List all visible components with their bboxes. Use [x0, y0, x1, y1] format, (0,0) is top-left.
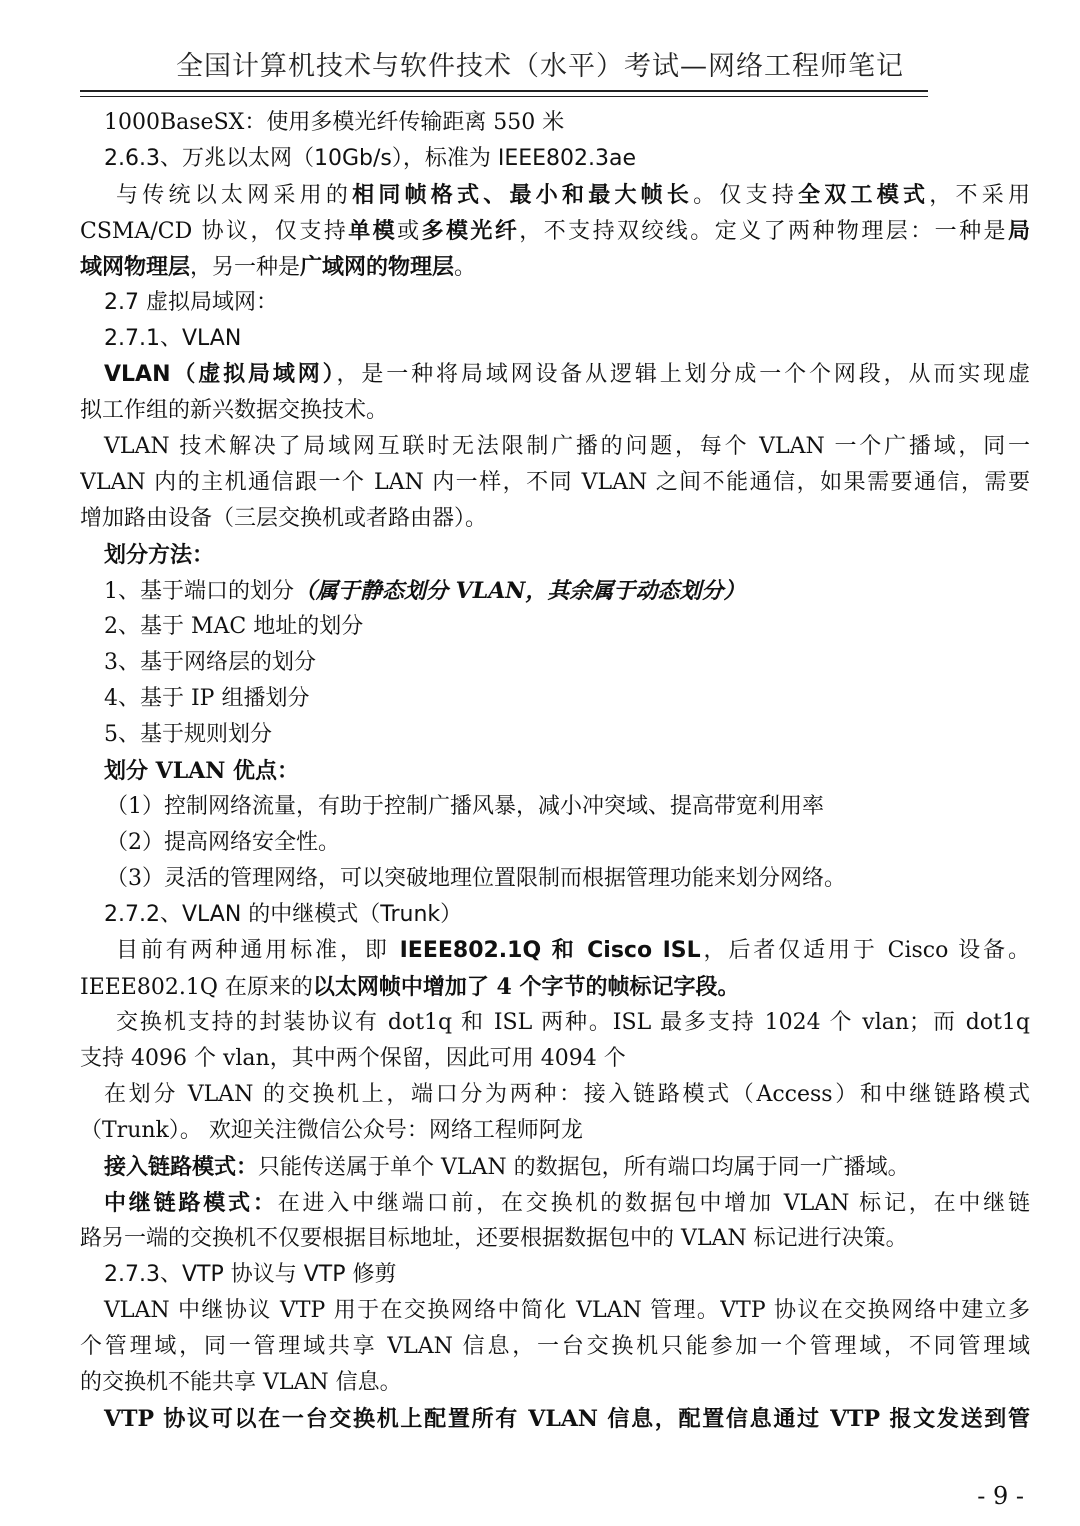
division-methods-title: 划分方法： — [104, 542, 215, 568]
heading-2-7-2: 2.7.2、VLAN 的中继模式（Trunk） — [104, 902, 463, 927]
method-item-4: 4、基于 IP 组播划分 — [104, 686, 310, 711]
method-item-2: 2、基于 MAC 地址的划分 — [104, 614, 364, 639]
paragraph-10g-line3: 域网物理层，另一种是广域网的物理层。 — [80, 254, 477, 280]
paragraph-ports-line1: 在划分 VLAN 的交换机上，端口分为两种：接入链路模式（Access）和中继链路模式 — [104, 1082, 1030, 1107]
paragraph-trunk-line2: IEEE802.1Q 在原来的以太网帧中增加了 4 个字节的帧标记字段。 — [80, 974, 740, 1000]
paragraph-vlan-def-line1: VLAN（虚拟局域网），是一种将局域网设备从逻辑上划分成一个个网段，从而实现虚 — [104, 362, 1030, 387]
method-item-3: 3、基于网络层的划分 — [104, 650, 316, 675]
method-item-1: 1、基于端口的划分（属于静态划分 VLAN，其余属于动态划分） — [104, 578, 746, 604]
paragraph-vtp-config-line1: VTP 协议可以在一台交换机上配置所有 VLAN 信息，配置信息通过 VTP 报文发送到管 — [104, 1406, 1030, 1432]
paragraph-ports-line2: （Trunk）。 欢迎关注微信公众号：网络工程师阿龙 — [80, 1118, 583, 1143]
trunk-mode-line1: 中继链路模式：在进入中继端口前，在交换机的数据包中增加 VLAN 标记，在中继链 — [104, 1190, 1030, 1216]
access-mode-line: 接入链路模式：只能传送属于单个 VLAN 的数据包，所有端口均属于同一广播域。 — [104, 1154, 910, 1180]
paragraph-encap-line2: 支持 4096 个 vlan，其中两个保留，因此可用 4094 个 — [80, 1046, 626, 1071]
heading-2-7-3: 2.7.3、VTP 协议与 VTP 修剪 — [104, 1262, 397, 1287]
paragraph-encap-line1: 交换机支持的封装协议有 dot1q 和 ISL 两种。ISL 最多支持 1024 个 vlan；而 dot1q — [116, 1010, 1030, 1035]
paragraph-10g-line2: CSMA/CD 协议，仅支持单模或多模光纤，不支持双绞线。定义了两种物理层：一种是局 — [80, 218, 1030, 244]
trunk-mode-line2: 路另一端的交换机不仅要根据目标地址，还要根据数据包中的 VLAN 标记进行决策。 — [80, 1226, 908, 1251]
paragraph-trunk-line1: 目前有两种通用标准，即 IEEE802.1Q 和 Cisco ISL，后者仅适用于 Cisco 设备。 — [116, 938, 1030, 963]
page-body — [80, 105, 1030, 1437]
paragraph-vlan-tech-line2: VLAN 内的主机通信跟一个 LAN 内一样，不同 VLAN 之间不能通信，如果需要通信，需要 — [80, 470, 1030, 495]
heading-2-7: 2.7 虚拟局域网： — [104, 290, 278, 315]
paragraph-10g-line1: 与传统以太网采用的相同帧格式、最小和最大帧长。仅支持全双工模式，不采用 — [116, 182, 1030, 208]
paragraph-vlan-def-line2: 拟工作组的新兴数据交换技术。 — [80, 398, 389, 423]
advantages-title: 划分 VLAN 优点： — [104, 758, 300, 784]
advantage-item-3: （3）灵活的管理网络，可以突破地理位置限制而根据管理功能来划分网络。 — [106, 866, 846, 891]
paragraph-vlan-tech-line3: 增加路由设备（三层交换机或者路由器）。 — [80, 506, 488, 531]
paragraph-vtp-line1: VLAN 中继协议 VTP 用于在交换网络中简化 VLAN 管理。VTP 协议在交换网络中建立多 — [104, 1298, 1030, 1323]
paragraph-vlan-tech-line1: VLAN 技术解决了局域网互联时无法限制广播的问题，每个 VLAN 一个广播域，同一 — [104, 434, 1030, 459]
advantage-item-2: （2）提高网络安全性。 — [106, 830, 340, 855]
running-header: 全国计算机技术与软件技术（水平）考试—网络工程师笔记 — [176, 51, 904, 82]
method-item-5: 5、基于规则划分 — [104, 722, 272, 747]
heading-2-6-3: 2.6.3、万兆以太网（10Gb/s），标准为 IEEE802.3ae — [104, 146, 637, 171]
heading-2-7-1: 2.7.1、VLAN — [104, 326, 242, 351]
header-rule-thin — [80, 96, 928, 97]
line-1000basesx: 1000BaseSX：使用多模光纤传输距离 550 米 — [104, 110, 565, 135]
page-number: - 9 - — [977, 1482, 1024, 1510]
paragraph-vtp-line2: 个管理域，同一管理域共享 VLAN 信息，一台交换机只能参加一个管理域，不同管理域 — [80, 1334, 1030, 1359]
advantage-item-1: （1）控制网络流量，有助于控制广播风暴，减小冲突域、提高带宽利用率 — [106, 794, 824, 819]
header-rule-thick — [80, 90, 928, 92]
paragraph-vtp-line3: 的交换机不能共享 VLAN 信息。 — [80, 1370, 402, 1395]
